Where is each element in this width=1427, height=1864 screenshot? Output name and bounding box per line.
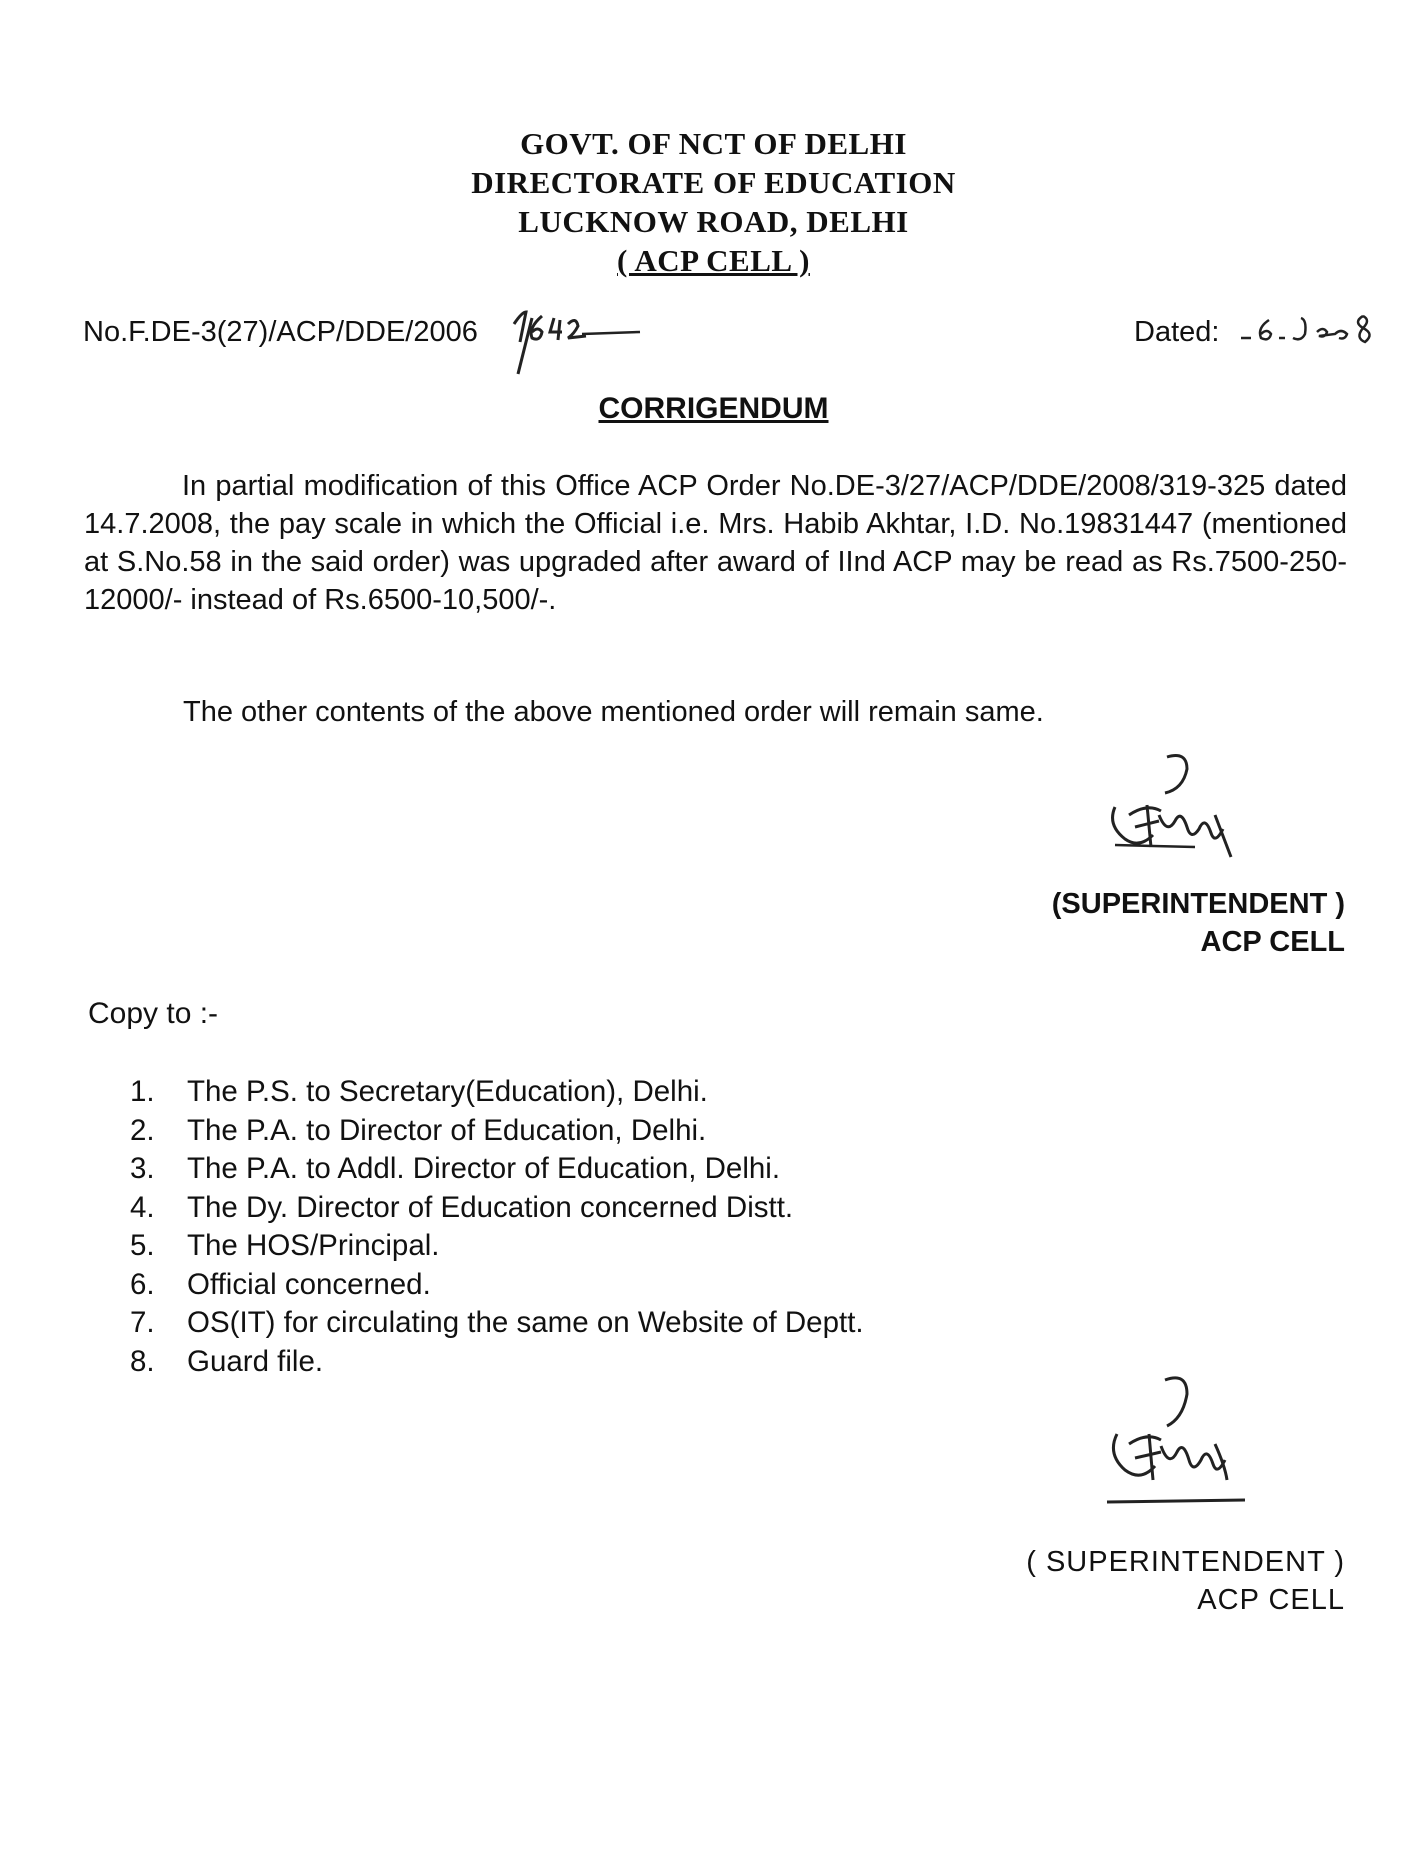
copy-to-item-number: 2. bbox=[130, 1113, 155, 1147]
reference-number: No.F.DE-3(27)/ACP/DDE/2006 bbox=[83, 316, 478, 348]
document-title: CORRIGENDUM bbox=[598, 392, 829, 425]
copy-to-item bbox=[130, 1343, 864, 1382]
copy-to-item bbox=[130, 1189, 864, 1228]
letterhead-directorate: DIRECTORATE OF EDUCATION bbox=[471, 165, 956, 200]
letterhead bbox=[0, 124, 1427, 280]
copy-to-item-number: 4. bbox=[130, 1190, 155, 1224]
copy-to-item-number: 5. bbox=[130, 1229, 155, 1262]
body-paragraph-2: The other contents of the above mentioned order will remain same. bbox=[183, 696, 1044, 728]
copy-to-label: Copy to :- bbox=[88, 997, 219, 1030]
copy-to-item-text: The P.A. to Addl. Director of Education, Delhi. bbox=[187, 1152, 781, 1185]
letterhead-address: LUCKNOW ROAD, DELHI bbox=[518, 204, 909, 239]
copy-to-item bbox=[130, 1073, 864, 1112]
handwritten-date bbox=[1235, 298, 1415, 358]
copy-to-item-text: The P.S. to Secretary(Education), Delhi. bbox=[187, 1075, 708, 1108]
signature-1-block bbox=[950, 885, 1345, 961]
signature-1 bbox=[1095, 745, 1265, 865]
copy-to-item-number: 8. bbox=[130, 1344, 155, 1378]
copy-to-item-text: Guard file. bbox=[187, 1344, 324, 1378]
copy-to-item-number: 1. bbox=[130, 1075, 155, 1108]
copy-to-item bbox=[130, 1227, 864, 1266]
copy-to-item bbox=[130, 1304, 864, 1343]
signature-2-office: ACP CELL bbox=[1197, 1584, 1345, 1616]
copy-to-item-number: 7. bbox=[130, 1306, 155, 1339]
signature-2 bbox=[1095, 1370, 1265, 1540]
copy-to-item-text: The P.A. to Director of Education, Delhi. bbox=[187, 1113, 707, 1147]
copy-to-item bbox=[130, 1266, 864, 1305]
letterhead-govt: GOVT. OF NCT OF DELHI bbox=[520, 126, 907, 161]
copy-to-list bbox=[130, 1073, 864, 1381]
handwritten-reference-number bbox=[470, 298, 650, 378]
copy-to-item-text: The HOS/Principal. bbox=[187, 1229, 440, 1262]
copy-to-item-number: 6. bbox=[130, 1267, 155, 1301]
signature-2-designation: ( SUPERINTENDENT ) bbox=[1026, 1546, 1345, 1578]
copy-to-item-text: Official concerned. bbox=[187, 1267, 431, 1301]
signature-2-block bbox=[940, 1543, 1345, 1619]
copy-to-item-text: The Dy. Director of Education concerned Distt. bbox=[187, 1190, 794, 1224]
copy-to-item bbox=[130, 1150, 864, 1189]
letterhead-cell: ( ACP CELL ) bbox=[617, 243, 810, 278]
signature-1-office: ACP CELL bbox=[1200, 926, 1345, 958]
signature-1-designation: (SUPERINTENDENT ) bbox=[1051, 888, 1345, 920]
copy-to-item-text: OS(IT) for circulating the same on Website of Deptt. bbox=[187, 1306, 864, 1339]
copy-to-item-number: 3. bbox=[130, 1152, 155, 1185]
body-paragraph-1: In partial modification of this Office ACP Order No.DE-3/27/ACP/DDE/2008/319-325 dated 14.7.2008, the pay scale in which the Official i.e. Mrs. Habib Akhtar, I.D. No.19831447 (mentioned at S.No.58 in the said order) was upgraded after award of IInd ACP may be read as Rs.7500-250-12000/- instead of Rs.6500-10,500/-. bbox=[84, 470, 1347, 616]
dated-label: Dated: bbox=[1134, 316, 1220, 348]
copy-to-item bbox=[130, 1112, 864, 1151]
